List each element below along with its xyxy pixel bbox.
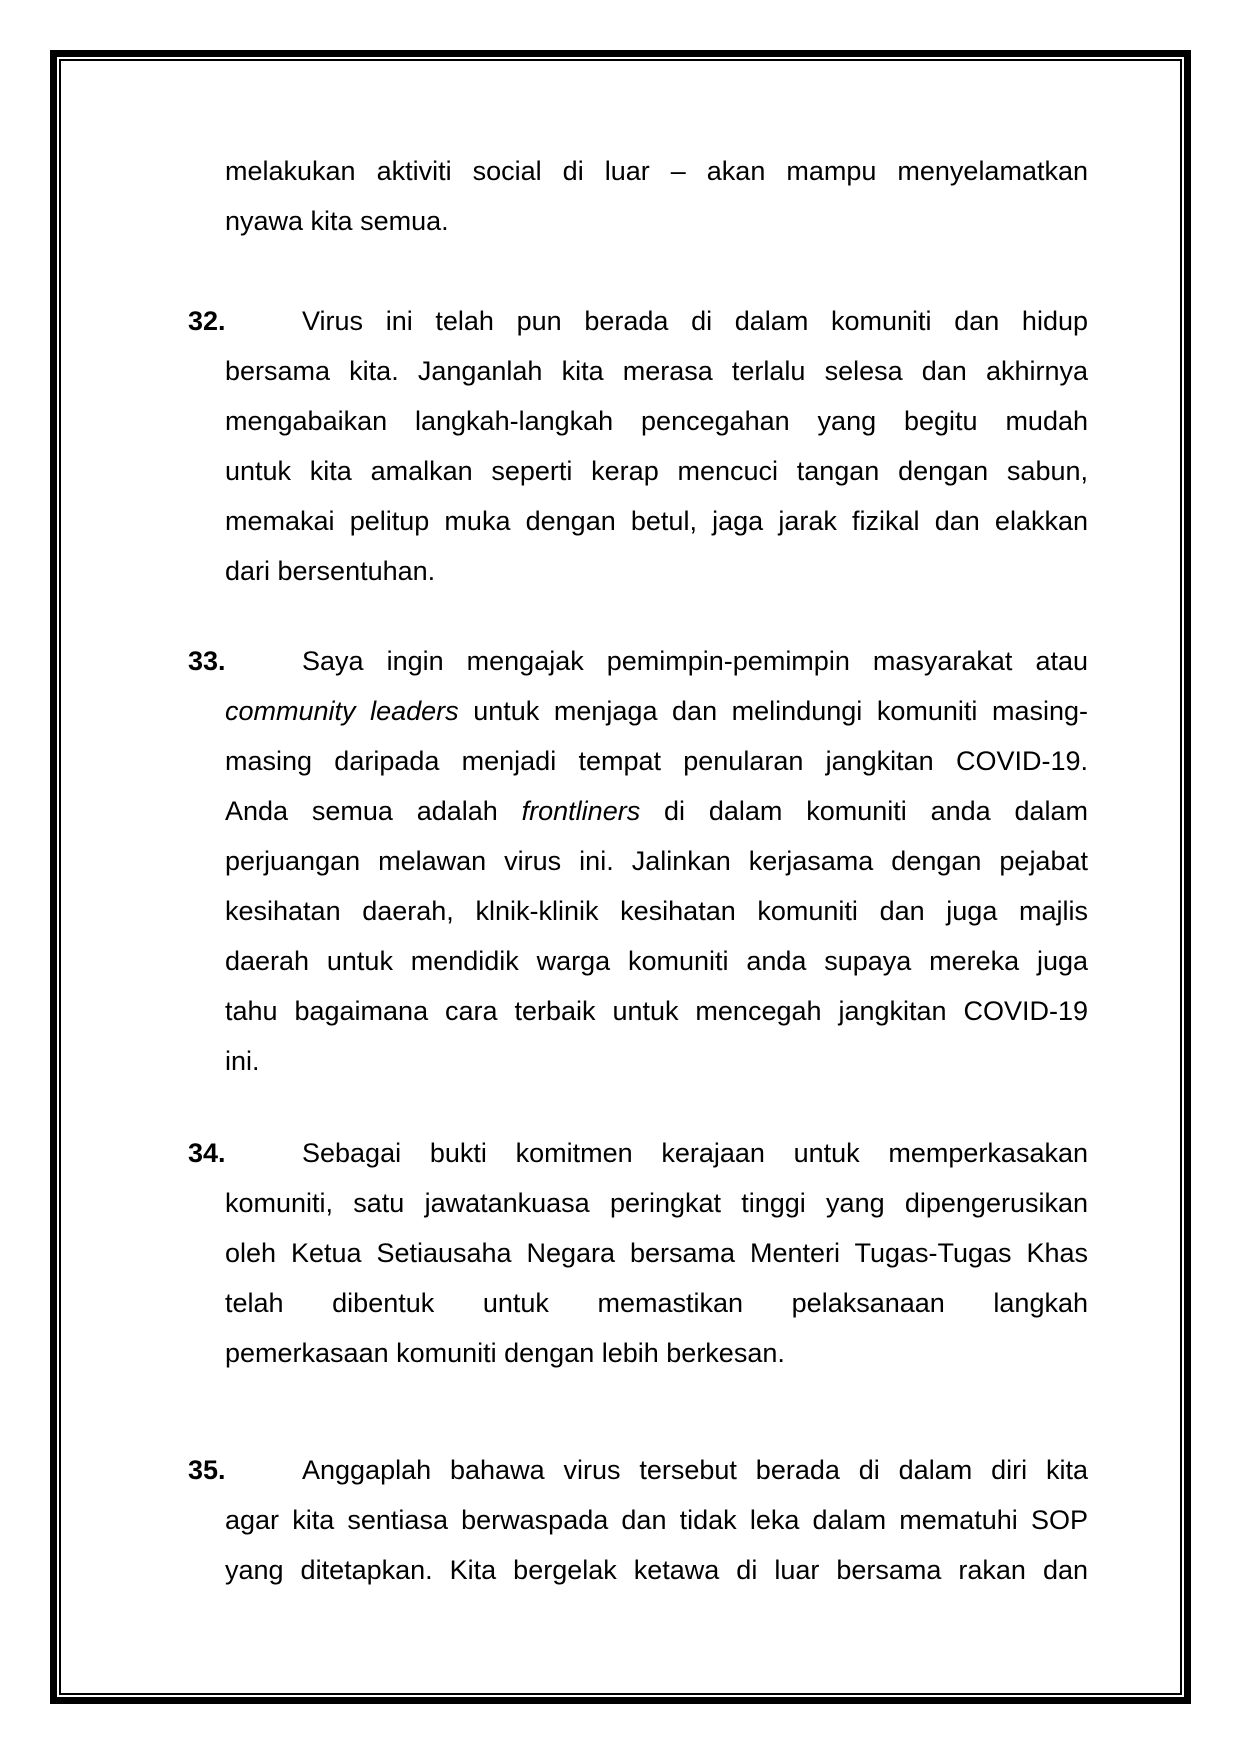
paragraph-33-line: masing daripada menjadi tempat penularan jangkitan COVID-19. [225,746,1088,776]
italic-term: frontliners [521,796,641,826]
paragraph-33-line: perjuangan melawan virus ini. Jalinkan kerjasama dengan pejabat [225,846,1088,876]
paragraph-32-line: untuk kita amalkan seperti kerap mencuci tangan dengan sabun, [225,456,1088,486]
paragraph-33-line: tahu bagaimana cara terbaik untuk mencegah jangkitan COVID-19 [225,996,1088,1026]
line-text: untuk menjaga dan melindungi komuniti masing- [458,696,1088,726]
paragraph-33-line: Saya ingin mengajak pemimpin-pemimpin masyarakat atau [302,646,1088,676]
page-border-inner [59,59,1182,1695]
paragraph-33-line: ini. [225,1046,260,1076]
paragraph-34-line: komuniti, satu jawatankuasa peringkat tinggi yang dipengerusikan [225,1188,1088,1218]
line-text: di dalam komuniti anda dalam [640,796,1089,826]
line-text: Anda semua adalah [225,796,522,826]
paragraph-number: 34. [188,1138,226,1168]
paragraph-number: 32. [188,306,226,336]
paragraph-32-line: mengabaikan langkah-langkah pencegahan yang begitu mudah [225,406,1088,436]
paragraph-32-line: dari bersentuhan. [225,556,436,586]
paragraph-number: 33. [188,646,226,676]
paragraph-32-line: bersama kita. Janganlah kita merasa terlalu selesa dan akhirnya [225,356,1088,386]
paragraph-31-line: melakukan aktiviti social di luar – akan mampu menyelamatkan [225,156,1088,186]
paragraph-31-line: nyawa kita semua. [225,206,449,236]
paragraph-34-line: Sebagai bukti komitmen kerajaan untuk memperkasakan [302,1138,1088,1168]
paragraph-32-line: Virus ini telah pun berada di dalam komuniti dan hidup [302,306,1088,336]
paragraph-35-line: agar kita sentiasa berwaspada dan tidak leka dalam mematuhi SOP [225,1505,1088,1535]
paragraph-32-line: memakai pelitup muka dengan betul, jaga jarak fizikal dan elakkan [225,506,1088,536]
paragraph-33-line [225,698,1088,725]
paragraph-33-line: kesihatan daerah, klnik-klinik kesihatan komuniti dan juga majlis [225,896,1088,926]
paragraph-33-line: daerah untuk mendidik warga komuniti anda supaya mereka juga [225,946,1088,976]
paragraph-33-line [225,798,1088,825]
paragraph-35-line: yang ditetapkan. Kita bergelak ketawa di luar bersama rakan dan [225,1555,1088,1585]
paragraph-number: 35. [188,1455,226,1485]
paragraph-34-line: telah dibentuk untuk memastikan pelaksanaan langkah [225,1288,1088,1318]
paragraph-34-line: oleh Ketua Setiausaha Negara bersama Menteri Tugas-Tugas Khas [225,1238,1088,1268]
paragraph-34-line: pemerkasaan komuniti dengan lebih berkesan. [225,1338,785,1368]
italic-term: community leaders [225,696,459,726]
paragraph-35-line: Anggaplah bahawa virus tersebut berada di dalam diri kita [302,1455,1088,1485]
